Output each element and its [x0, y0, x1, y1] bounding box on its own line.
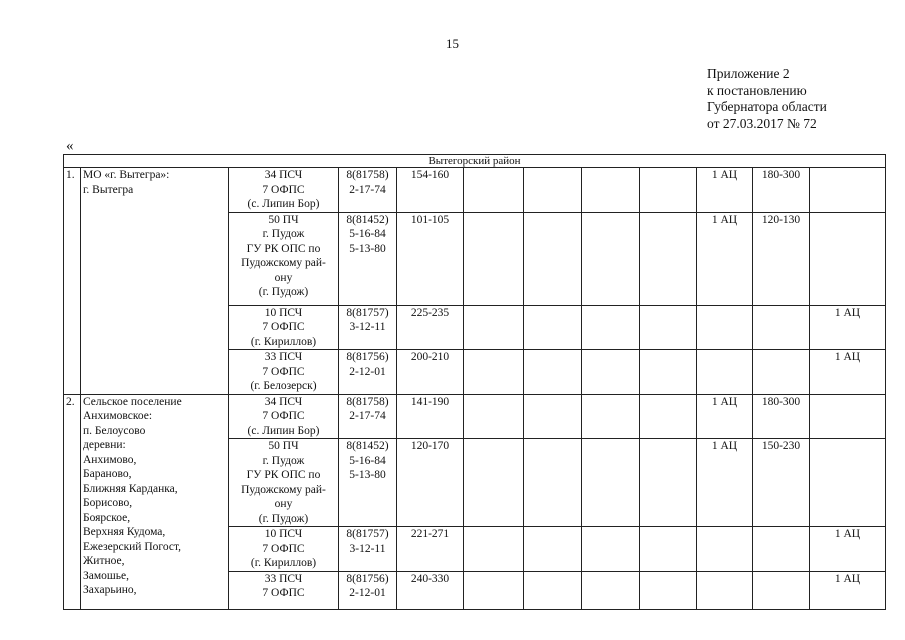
equipment-cell: 1 АЦ [810, 571, 886, 609]
empty-cell [464, 305, 524, 350]
fire-unit-line: (г. Пудож) [258, 286, 309, 298]
distance-range-cell: 141-190 [397, 394, 464, 439]
fire-unit-line: 7 ОФПС [262, 542, 305, 555]
settlement-line: Боярское, [83, 511, 131, 524]
fire-unit-line: 7 ОФПС [262, 321, 305, 333]
district-row [64, 155, 886, 168]
appendix-line: от 27.03.2017 № 72 [707, 115, 817, 131]
row-number: 2. [64, 394, 81, 609]
phone-cell [339, 394, 397, 439]
empty-cell [640, 350, 697, 395]
fire-unit-line: г. Пудож [262, 454, 305, 467]
fire-unit-line: 34 ПСЧ [264, 395, 303, 408]
table-row [64, 168, 886, 213]
fire-unit-line: ГУ РК ОПС по [246, 242, 321, 255]
fire-unit-line: 7 ОФПС [262, 410, 305, 422]
settlement-line: Замошье, [83, 569, 129, 582]
empty-cell [582, 212, 640, 305]
page-number: 15 [446, 36, 459, 51]
settlement-line: п. Белоусово [83, 424, 146, 437]
fire-unit-line: (г. Кириллов) [250, 557, 317, 569]
settlement-line: Анхимово, [83, 453, 137, 466]
fire-unit-cell [229, 168, 339, 213]
range-cell: 180-300 [753, 168, 810, 213]
fire-unit-line: Пудожскому рай- [241, 257, 326, 269]
fire-unit-line: (с. Липин Бор) [247, 424, 320, 437]
phone-line: 2-17-74 [349, 410, 386, 422]
range-cell [753, 527, 810, 572]
phone-line: 8(81756) [346, 351, 389, 363]
fire-unit-line: г. Пудож [262, 228, 305, 240]
distance-range-cell: 101-105 [397, 212, 464, 305]
fire-unit-cell [229, 212, 339, 305]
phone-line: 8(81452) [346, 440, 389, 452]
empty-cell [582, 439, 640, 527]
fire-unit-cell [229, 305, 339, 350]
phone-line: 2-17-74 [349, 183, 386, 196]
equipment-cell: 1 АЦ [697, 168, 753, 213]
fire-units-table [63, 154, 886, 610]
settlement-line: Бараново, [83, 468, 132, 480]
settlement-line: г. Вытегра [83, 183, 134, 196]
distance-range-cell: 221-271 [397, 527, 464, 572]
fire-unit-line: 33 ПСЧ [264, 572, 303, 585]
phone-line: 8(81758) [346, 169, 389, 181]
equipment-cell [697, 571, 753, 609]
settlement-line: Верхняя Кудома, [83, 526, 166, 538]
phone-line: 8(81757) [346, 306, 389, 319]
fire-unit-line: (г. Пудож) [258, 512, 309, 525]
phone-line: 2-12-01 [349, 365, 386, 378]
empty-cell [640, 212, 697, 305]
empty-cell [582, 394, 640, 439]
phone-line: 8(81757) [346, 528, 389, 540]
fire-unit-line: ону [274, 498, 293, 510]
fire-unit-line: (с. Липин Бор) [247, 198, 320, 210]
fire-unit-line: 50 ПЧ [268, 440, 299, 452]
phone-line: 8(81758) [346, 395, 389, 408]
empty-cell [640, 168, 697, 213]
row-number: 1. [64, 168, 81, 395]
settlement-cell [81, 168, 229, 395]
empty-cell [582, 527, 640, 572]
appendix-line: Приложение 2 [707, 66, 790, 81]
range-cell: 180-300 [753, 394, 810, 439]
empty-cell [464, 571, 524, 609]
fire-unit-line: 7 ОФПС [262, 587, 305, 599]
fire-unit-cell [229, 527, 339, 572]
fire-unit-line: 50 ПЧ [268, 213, 299, 226]
empty-cell [524, 212, 582, 305]
phone-cell [339, 439, 397, 527]
equipment-cell [810, 439, 886, 527]
appendix-line: Губернатора области [707, 99, 827, 114]
equipment-cell [810, 168, 886, 213]
fire-unit-line: (г. Кириллов) [250, 335, 317, 348]
empty-cell [464, 212, 524, 305]
fire-unit-line: 7 ОФПС [262, 183, 305, 196]
phone-line: 5-16-84 [349, 228, 386, 240]
empty-cell [640, 305, 697, 350]
empty-cell [582, 305, 640, 350]
opening-quote: « [66, 138, 74, 154]
phone-cell [339, 212, 397, 305]
settlement-line: Борисово, [83, 497, 133, 509]
empty-cell [464, 168, 524, 213]
empty-cell [524, 350, 582, 395]
equipment-cell: 1 АЦ [697, 212, 753, 305]
range-cell [753, 305, 810, 350]
distance-range-cell: 120-170 [397, 439, 464, 527]
distance-range-cell: 154-160 [397, 168, 464, 213]
empty-cell [524, 305, 582, 350]
fire-unit-line: 10 ПСЧ [264, 306, 303, 319]
phone-line: 8(81452) [346, 213, 389, 226]
equipment-cell: 1 АЦ [697, 439, 753, 527]
district-title: Вытегорский район [64, 155, 886, 168]
empty-cell [524, 394, 582, 439]
equipment-cell [810, 212, 886, 305]
fire-unit-line: 33 ПСЧ [264, 351, 303, 363]
equipment-cell: 1 АЦ [697, 394, 753, 439]
fire-unit-line: 34 ПСЧ [264, 169, 303, 181]
fire-unit-line: ону [274, 271, 293, 284]
fire-unit-cell [229, 439, 339, 527]
settlement-line: Ближняя Карданка, [83, 482, 178, 495]
equipment-cell [810, 394, 886, 439]
fire-unit-line: Пудожскому рай- [241, 483, 326, 496]
settlement-line: Житное, [83, 555, 125, 567]
fire-unit-line: ГУ РК ОПС по [246, 469, 321, 481]
settlement-line: Захарьино, [83, 584, 137, 596]
empty-cell [640, 571, 697, 609]
phone-line: 5-16-84 [349, 454, 386, 467]
equipment-cell [697, 350, 753, 395]
empty-cell [582, 168, 640, 213]
empty-cell [582, 350, 640, 395]
distance-range-cell: 240-330 [397, 571, 464, 609]
equipment-cell [697, 527, 753, 572]
fire-unit-cell [229, 571, 339, 609]
fire-unit-cell [229, 394, 339, 439]
settlement-line: Ежезерский Погост, [83, 540, 181, 553]
phone-line: 8(81756) [346, 572, 389, 585]
phone-line: 3-12-11 [349, 542, 386, 555]
phone-line: 5-13-80 [349, 242, 386, 255]
table-row [64, 394, 886, 439]
empty-cell [640, 527, 697, 572]
empty-cell [524, 527, 582, 572]
settlement-line: Анхимовское: [83, 410, 153, 422]
phone-line: 3-12-11 [349, 321, 386, 333]
settlement-cell [81, 394, 229, 609]
range-cell [753, 350, 810, 395]
empty-cell [524, 168, 582, 213]
phone-line: 2-12-01 [349, 587, 386, 599]
fire-unit-line: 10 ПСЧ [264, 528, 303, 540]
appendix-line: к постановлению [707, 82, 807, 98]
empty-cell [640, 439, 697, 527]
empty-cell [524, 439, 582, 527]
appendix-header [707, 66, 827, 132]
empty-cell [464, 527, 524, 572]
distance-range-cell: 200-210 [397, 350, 464, 395]
equipment-cell [697, 305, 753, 350]
settlement-line: деревни: [83, 439, 126, 451]
empty-cell [582, 571, 640, 609]
empty-cell [524, 571, 582, 609]
phone-cell [339, 305, 397, 350]
phone-cell [339, 350, 397, 395]
phone-cell [339, 168, 397, 213]
phone-line: 5-13-80 [349, 469, 386, 481]
empty-cell [464, 394, 524, 439]
empty-cell [464, 439, 524, 527]
equipment-cell: 1 АЦ [810, 350, 886, 395]
equipment-cell: 1 АЦ [810, 527, 886, 572]
phone-cell [339, 527, 397, 572]
fire-unit-line: (г. Белозерск) [250, 380, 317, 392]
range-cell: 120-130 [753, 212, 810, 305]
phone-cell [339, 571, 397, 609]
empty-cell [464, 350, 524, 395]
range-cell [753, 571, 810, 609]
fire-unit-line: 7 ОФПС [262, 365, 305, 378]
range-cell: 150-230 [753, 439, 810, 527]
settlement-line: Сельское поселение [83, 395, 182, 408]
settlement-line: МО «г. Вытегра»: [83, 169, 170, 181]
equipment-cell: 1 АЦ [810, 305, 886, 350]
fire-unit-cell [229, 350, 339, 395]
empty-cell [640, 394, 697, 439]
distance-range-cell: 225-235 [397, 305, 464, 350]
